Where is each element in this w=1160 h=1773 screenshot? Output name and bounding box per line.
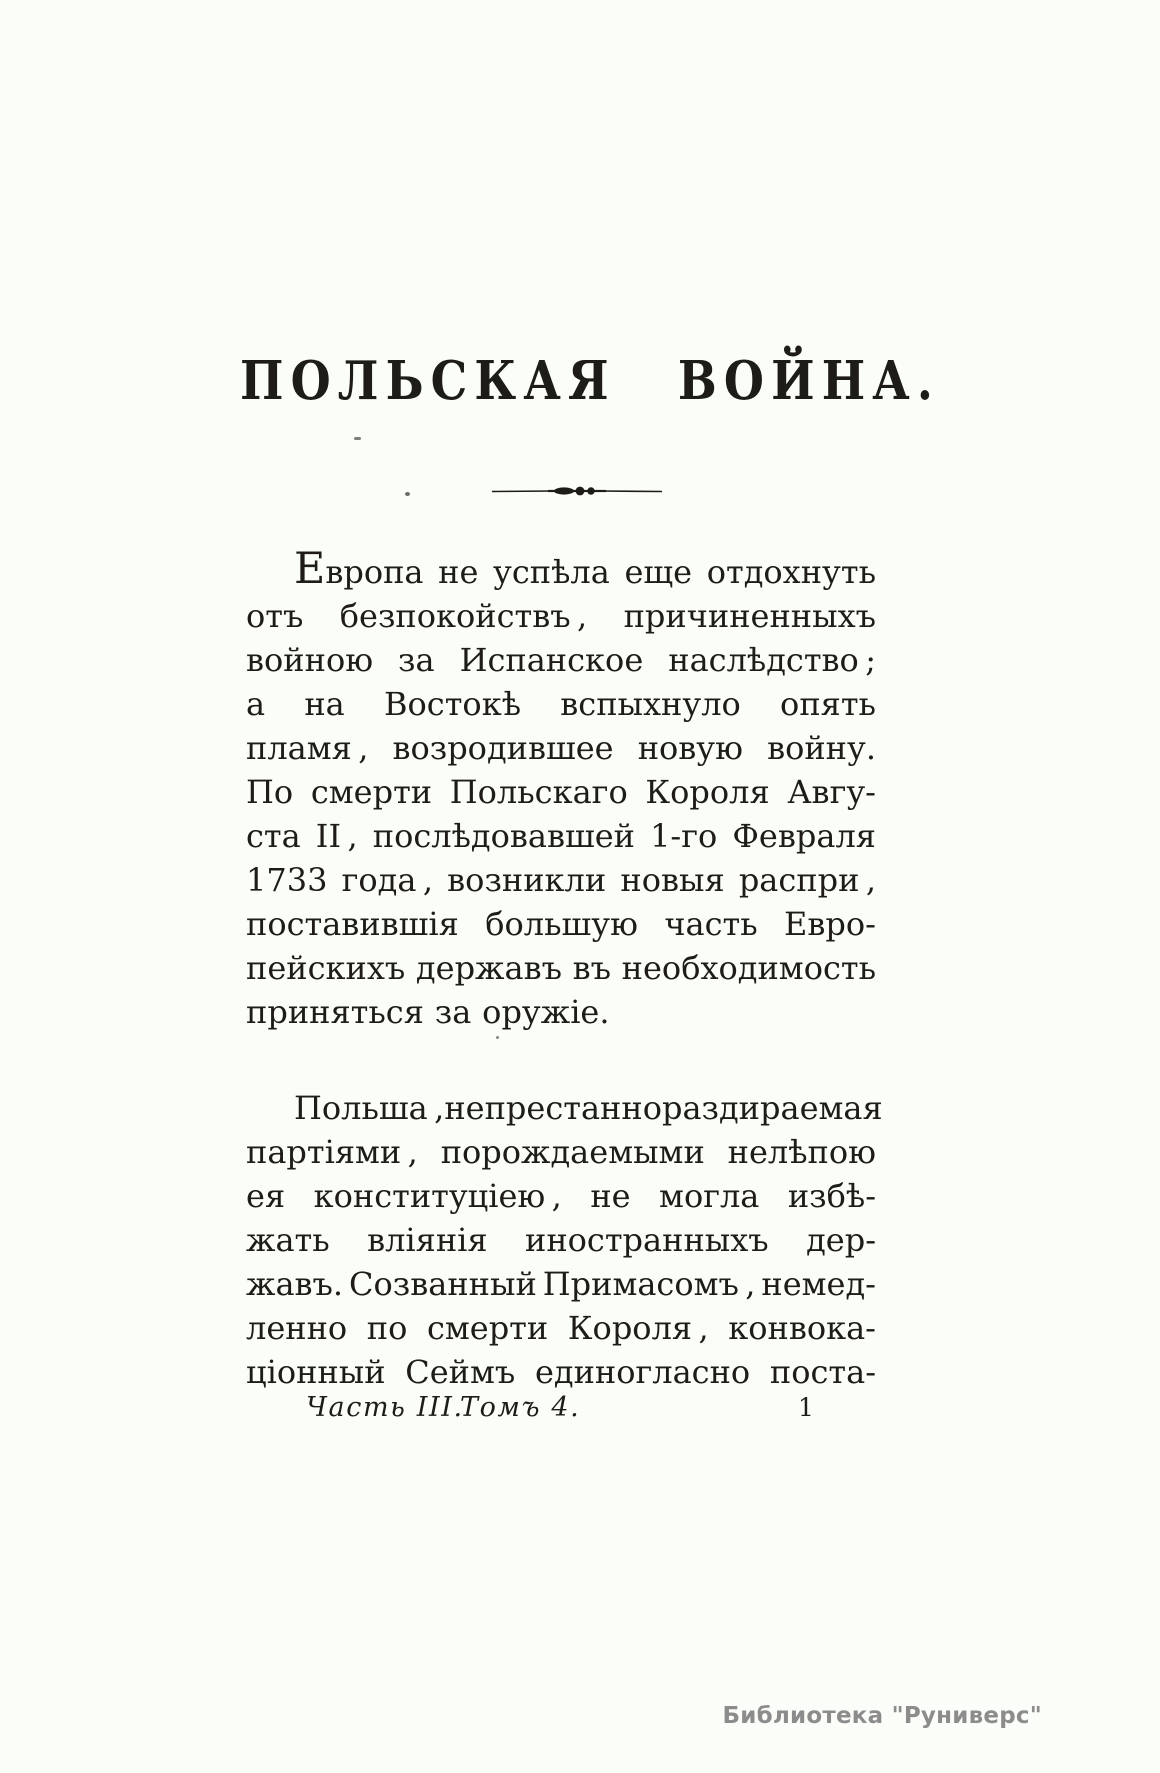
text-line	[246, 1174, 876, 1218]
word: еще	[624, 553, 693, 591]
word: поставившія	[246, 905, 459, 943]
word: жать	[246, 1221, 330, 1259]
word: иностранныхъ	[525, 1221, 769, 1259]
ink-speck	[496, 1036, 499, 1039]
word: новую	[637, 729, 743, 767]
word: ціонный	[246, 1353, 386, 1391]
word: смерти	[426, 1309, 549, 1347]
paragraph	[246, 544, 876, 1034]
word: 1733	[246, 861, 328, 899]
text-line	[246, 946, 876, 990]
word: въ	[572, 949, 611, 987]
page-footer	[246, 1390, 876, 1426]
word: не	[590, 1177, 631, 1215]
word: Сеймъ	[405, 1353, 516, 1391]
word: порождаемыми	[440, 1133, 705, 1171]
word: ста	[246, 817, 301, 855]
page-title: ПОЛЬСКАЯ ВОЙНА.	[240, 349, 941, 412]
word: нелѣпою	[727, 1133, 876, 1171]
word: Польша ,	[294, 1089, 445, 1127]
word: успѣла	[493, 553, 610, 591]
library-watermark: Библиотека "Руниверс"	[722, 1703, 1042, 1729]
word: дер-	[806, 1221, 876, 1259]
word: Польскаго	[449, 773, 628, 811]
word: По	[246, 773, 294, 811]
text-line	[246, 682, 876, 726]
word: распри ,	[738, 861, 876, 899]
word: немед-	[761, 1265, 876, 1303]
word: раздираемая	[661, 1089, 883, 1127]
text-line	[246, 544, 876, 594]
word: смерти	[310, 773, 433, 811]
text-line	[246, 770, 876, 814]
word: пламя ,	[246, 729, 369, 767]
word: конституціею ,	[313, 1177, 562, 1215]
word: Евро-	[784, 905, 876, 943]
text-line	[246, 638, 876, 682]
word: ленно	[246, 1309, 348, 1347]
text-line	[246, 1262, 876, 1306]
word: года ,	[341, 861, 433, 899]
word: конвока-	[728, 1309, 876, 1347]
text-line	[246, 1218, 876, 1262]
word: Авгу-	[787, 773, 876, 811]
word: безпокойствъ ,	[339, 597, 588, 635]
word: необходимость	[621, 949, 876, 987]
word: наслѣдство ;	[668, 641, 876, 679]
word: жавъ.	[246, 1265, 344, 1303]
word: Короля ,	[567, 1309, 709, 1347]
text-line	[246, 1350, 876, 1394]
word: поста-	[769, 1353, 876, 1391]
word: Созванный	[349, 1265, 537, 1303]
word: отдохнуть	[706, 553, 876, 591]
word: за	[398, 641, 435, 679]
word: за	[434, 993, 472, 1031]
word: Европа	[294, 544, 424, 594]
word: войну.	[767, 729, 876, 767]
word: возникли	[447, 861, 607, 899]
word: не	[438, 553, 479, 591]
ink-speck	[405, 492, 410, 496]
word: отъ	[246, 597, 304, 635]
paragraph	[246, 1086, 883, 1394]
word: избѣ-	[787, 1177, 876, 1215]
text-line	[246, 990, 876, 1034]
text-line	[246, 858, 876, 902]
word: войною	[246, 641, 374, 679]
footer-part-label: Часть III.	[306, 1392, 464, 1423]
page-number: 1	[798, 1393, 814, 1422]
word: Короля	[645, 773, 770, 811]
word: Февраля	[732, 817, 876, 855]
word: Испанское	[459, 641, 644, 679]
word: 1-го	[650, 817, 718, 855]
word: большую	[485, 905, 638, 943]
text-line	[246, 726, 876, 770]
word: часть	[664, 905, 758, 943]
word: а	[246, 685, 266, 723]
text-line	[246, 1130, 876, 1174]
word: опять	[780, 685, 876, 723]
text-line	[246, 1086, 883, 1130]
ink-speck	[354, 437, 361, 440]
word: вліянія	[367, 1221, 488, 1259]
word: на	[304, 685, 345, 723]
word: оружіе.	[482, 993, 610, 1031]
word: по	[366, 1309, 408, 1347]
word: причиненныхъ	[623, 597, 876, 635]
word: пейскихъ	[246, 949, 406, 987]
word: вспыхнуло	[560, 685, 741, 723]
text-line	[246, 814, 876, 858]
footer-volume-label: Томъ 4.	[460, 1392, 581, 1423]
word: II ,	[315, 817, 358, 855]
word: партіями ,	[246, 1133, 418, 1171]
text-line	[246, 594, 876, 638]
word: возродившее	[392, 729, 614, 767]
word: приняться	[246, 993, 424, 1031]
word: новыя	[620, 861, 725, 899]
word: послѣдовавшей	[372, 817, 635, 855]
initial-letter: Е	[294, 544, 326, 594]
word: могла	[659, 1177, 760, 1215]
word: Востокѣ	[384, 685, 521, 723]
word: ея	[246, 1177, 286, 1215]
text-line	[246, 902, 876, 946]
text-line	[246, 1306, 876, 1350]
word: Примасомъ ,	[542, 1265, 756, 1303]
word: единогласно	[534, 1353, 751, 1391]
word: непрестанно	[444, 1089, 662, 1127]
word: державъ	[415, 949, 562, 987]
divider-ornament-icon	[492, 483, 662, 499]
